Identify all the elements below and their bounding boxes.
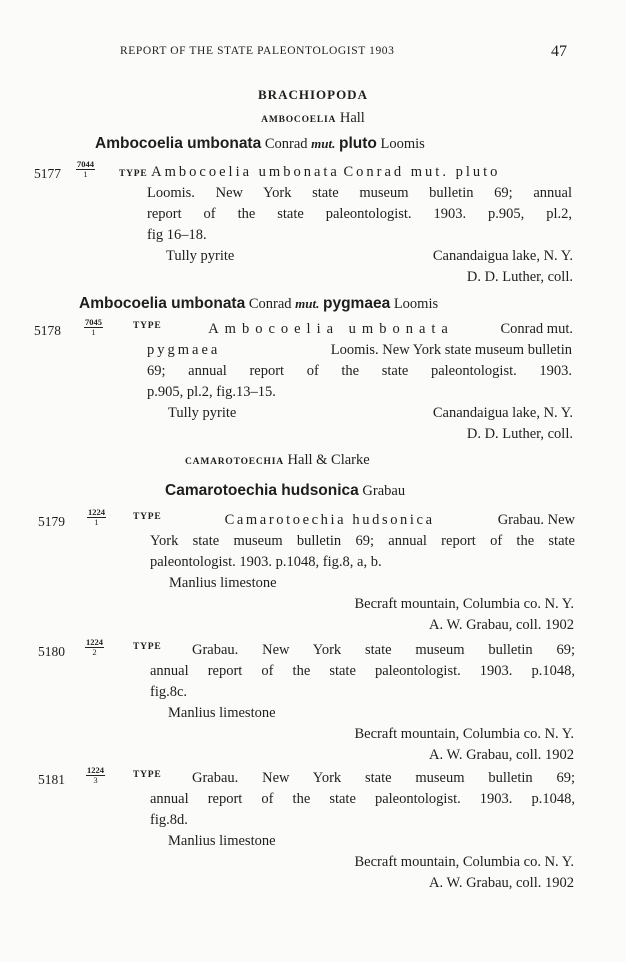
taxon-heading-hudsonica xyxy=(165,483,405,499)
collector: A. W. Grabau, coll. 1902 xyxy=(429,875,574,891)
collector: A. W. Grabau, coll. 1902 xyxy=(429,617,574,633)
collector: D. D. Luther, coll. xyxy=(466,426,573,442)
page-number: 47 xyxy=(551,43,567,60)
entry-line-1 xyxy=(133,643,575,658)
taxon-name: Ambocoelia umbonata xyxy=(79,295,246,312)
taxon-variety: pygmaea xyxy=(323,295,391,312)
entry-line-3: fig.8c. xyxy=(150,684,188,700)
specimen-fraction xyxy=(76,160,95,179)
fraction-numerator: 7045 xyxy=(85,317,102,327)
entry-line-3: paleontologist. 1903. p.1048, fig.8, a, b. xyxy=(150,554,382,570)
genus-heading-camarotoechia xyxy=(185,453,370,468)
fraction-denominator: 1 xyxy=(94,517,99,527)
entry-line-1 xyxy=(133,513,575,528)
entry-line-1 xyxy=(119,165,500,180)
entry-line-1 xyxy=(133,322,573,337)
entry-line-3: 69; annual report of the state paleontologist. 1903. xyxy=(147,363,572,379)
fraction-denominator: 2 xyxy=(92,647,97,657)
formation: Tully pyrite xyxy=(166,248,235,264)
taxon-heading-pluto xyxy=(95,136,425,152)
specimen-fraction xyxy=(86,766,105,785)
taxon-variety-author: Loomis xyxy=(393,296,439,312)
variety-name: pygmaea xyxy=(147,342,221,358)
entry-line-2: annual report of the state paleontologist. 1903. p.1048, xyxy=(150,791,575,807)
entry-line-1-rest: Grabau. New xyxy=(497,512,575,528)
species-name: Camarotoechia hudsonica xyxy=(224,512,435,528)
species-name: Ambocoelia umbonata xyxy=(208,321,454,337)
entry-line-2: Loomis. New York state museum bulletin 69; annual xyxy=(147,185,572,201)
type-label: TYPE xyxy=(133,642,162,652)
entry-number: 5177 xyxy=(34,166,61,181)
genus-name: CAMAROTOECHIA xyxy=(185,457,284,467)
taxon-name: Camarotoechia hudsonica xyxy=(165,482,359,499)
fraction-denominator: 1 xyxy=(91,327,96,337)
formation: Tully pyrite xyxy=(168,405,237,421)
entry-number: 5178 xyxy=(34,323,61,338)
entry-number: 5181 xyxy=(38,772,65,787)
taxon-author: Conrad xyxy=(248,296,292,312)
entry-line-1 xyxy=(133,771,575,786)
fraction-numerator: 7044 xyxy=(77,159,94,169)
fraction-numerator: 1224 xyxy=(88,507,105,517)
locality: Becraft mountain, Columbia co. N. Y. xyxy=(354,854,574,870)
entry-line-4: p.905, pl.2, fig.13–15. xyxy=(147,384,276,400)
type-label: TYPE xyxy=(133,512,162,522)
taxon-name: Ambocoelia umbonata xyxy=(95,135,262,152)
taxon-variety: pluto xyxy=(339,135,377,152)
collector: D. D. Luther, coll. xyxy=(466,269,573,285)
species-name: Ambocoelia umbonata xyxy=(151,164,340,180)
locality: Becraft mountain, Columbia co. N. Y. xyxy=(354,726,574,742)
genus-name: AMBOCOELIA xyxy=(261,115,337,125)
entry-line-1-rest: Conrad mut. xyxy=(500,321,573,337)
entry-line-2 xyxy=(147,343,572,358)
specimen-fraction xyxy=(87,508,106,527)
type-label: TYPE xyxy=(119,169,148,179)
taxon-author: Conrad xyxy=(264,136,308,152)
taxon-heading-pygmaea xyxy=(79,296,438,312)
entry-line-2-rest: Loomis. New York state museum bulletin xyxy=(330,342,572,358)
collector: A. W. Grabau, coll. 1902 xyxy=(429,747,574,763)
fraction-numerator: 1224 xyxy=(86,637,103,647)
entry-line-1-text: Grabau. New York state museum bulletin 69; xyxy=(192,642,575,658)
locality: Canandaigua lake, N. Y. xyxy=(432,248,573,264)
formation: Manlius limestone xyxy=(169,575,277,591)
entry-line-2: York state museum bulletin 69; annual report of the state xyxy=(150,533,575,549)
entry-line-1-text: Grabau. New York state museum bulletin 69; xyxy=(192,770,575,786)
formation: Manlius limestone xyxy=(168,833,276,849)
type-label: TYPE xyxy=(133,770,162,780)
entry-number: 5180 xyxy=(38,644,65,659)
genus-heading-ambocoelia xyxy=(0,111,626,126)
formation: Manlius limestone xyxy=(168,705,276,721)
entry-line-2: annual report of the state paleontologist. 1903. p.1048, xyxy=(150,663,575,679)
taxon-author: Grabau xyxy=(362,483,406,499)
taxon-mut: mut. xyxy=(311,136,336,151)
type-label: TYPE xyxy=(133,321,162,331)
running-title: REPORT OF THE STATE PALEONTOLOGIST 1903 xyxy=(120,45,395,57)
specimen-fraction xyxy=(85,638,104,657)
genus-authority: Hall & Clarke xyxy=(287,452,370,468)
fraction-denominator: 1 xyxy=(83,169,88,179)
locality: Canandaigua lake, N. Y. xyxy=(432,405,573,421)
fraction-denominator: 3 xyxy=(93,775,98,785)
taxon-mut: mut. xyxy=(295,296,320,311)
entry-line-1-rest: Conrad mut. pluto xyxy=(343,164,501,180)
entry-number: 5179 xyxy=(38,514,65,529)
locality: Becraft mountain, Columbia co. N. Y. xyxy=(354,596,574,612)
fraction-numerator: 1224 xyxy=(87,765,104,775)
genus-authority: Hall xyxy=(339,110,365,126)
specimen-fraction xyxy=(84,318,103,337)
section-title: BRACHIOPODA xyxy=(258,87,368,102)
entry-line-4: fig 16–18. xyxy=(147,227,207,243)
taxon-variety-author: Loomis xyxy=(380,136,425,152)
entry-line-3: fig.8d. xyxy=(150,812,188,828)
entry-line-3: report of the state paleontologist. 1903. p.905, pl.2, xyxy=(147,206,572,222)
